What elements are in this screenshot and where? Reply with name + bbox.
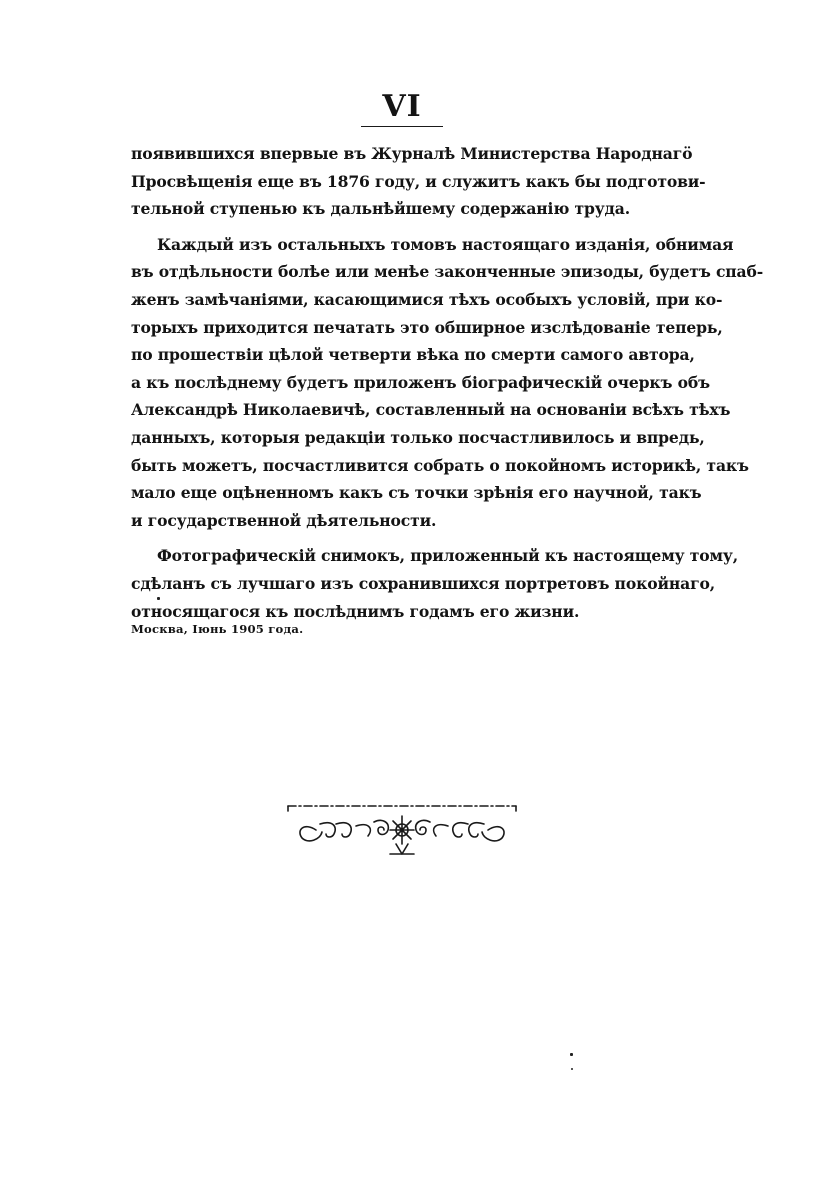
stray-ink-mark (571, 1068, 573, 1070)
tailpiece-ornament-icon (286, 800, 518, 860)
place-date: Москва, Іюнь 1905 года. (131, 622, 304, 636)
paragraph-1-line-2: Просвѣщенія еще въ 1876 году, и служитъ какъ бы подготови- (131, 171, 706, 191)
paragraph-2-line-1: Каждый изъ остальныхъ томовъ настоящаго изданія, обнимая (157, 234, 734, 254)
paragraph-3-line-3: относящагося къ послѣднимъ годамъ его жизни. (131, 601, 580, 621)
paragraph-1-line-1: появившихся впервые въ Журналѣ Министерства Народнагö (131, 144, 693, 163)
paragraph-2-line-9: быть можетъ, посчастливится собрать о покойномъ историкѣ, такъ (131, 455, 749, 475)
paragraph-2-line-4: торыхъ приходится печатать это обширное изслѣдованіе теперь, (131, 317, 723, 337)
paragraph-3-line-1: Фотографическій снимокъ, приложенный къ настоящему тому, (157, 546, 738, 566)
paragraph-2-line-2: въ отдѣльности болѣе или менѣе законченные эпизоды, будетъ спаб- (131, 262, 764, 282)
paragraph-2-line-10: мало еще оцѣненномъ какъ съ точки зрѣнія его научной, такъ (131, 483, 702, 503)
page-number: VI (382, 89, 422, 124)
paragraph-2-line-6: а къ послѣднему будетъ приложенъ біографическій очеркъ объ (131, 372, 710, 392)
paragraph-2-line-7: Александрѣ Николаевичѣ, составленный на основаніи всѣхъ тѣхъ (131, 400, 731, 420)
paragraph-2-line-3: женъ замѣчаніями, касающимися тѣхъ особыхъ условій, при ко- (131, 289, 723, 309)
paragraph-2-line-11: и государственной дѣятельности. (131, 510, 437, 530)
body-text (131, 140, 764, 625)
paragraph-gap (131, 223, 681, 231)
paragraph-2-line-5: по прошествіи цѣлой четверти вѣка по смерти самого автора, (131, 345, 695, 365)
paragraph-gap (131, 534, 681, 542)
page-number-rule (361, 126, 443, 127)
paragraph-3-line-2: сдѣланъ съ лучшаго изъ сохранившихся портретовъ покойнаго, (131, 573, 716, 593)
paragraph-1-line-3: тельной ступенью къ дальнѣйшему содержанію труда. (131, 199, 631, 219)
paragraph-2-line-8: данныхъ, которыя редакціи только посчастливилось и впредь, (131, 427, 705, 447)
stray-ink-mark (157, 597, 160, 600)
stray-ink-mark (570, 1053, 573, 1056)
